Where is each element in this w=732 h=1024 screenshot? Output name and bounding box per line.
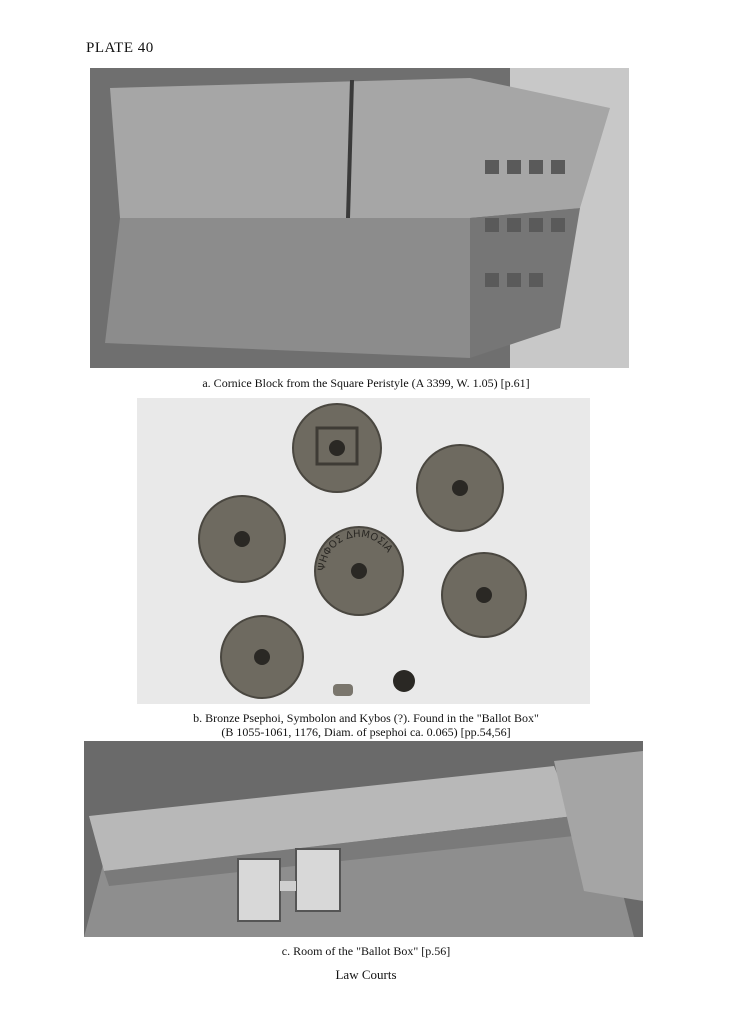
caption-b-line-2: (B 1055-1061, 1176, Diam. of psephoi ca. 0.065) [pp.54,56] [221, 725, 511, 739]
disc-inscription: ΨΗΦΟΣ ΔΗΜΟΣΙΑ [316, 528, 395, 572]
footer-text: Law Courts [335, 967, 397, 982]
caption-b [0, 711, 732, 739]
caption-a-line-1: a. Cornice Block from the Square Peristyle (A 3399, W. 1.05) [p.61] [202, 376, 530, 390]
caption-a [0, 376, 732, 390]
caption-c-line-1: c. Room of the "Ballot Box" [p.56] [281, 944, 451, 958]
cornice-block-photo [90, 68, 629, 368]
caption-c [0, 944, 732, 958]
bronze-psephoi-photo [137, 398, 590, 704]
ballot-box-room-photo [84, 741, 643, 937]
plate-label: PLATE 40 [86, 40, 154, 56]
caption-b-line-1: b. Bronze Psephoi, Symbolon and Kybos (?). Found in the "Ballot Box" [193, 711, 539, 725]
